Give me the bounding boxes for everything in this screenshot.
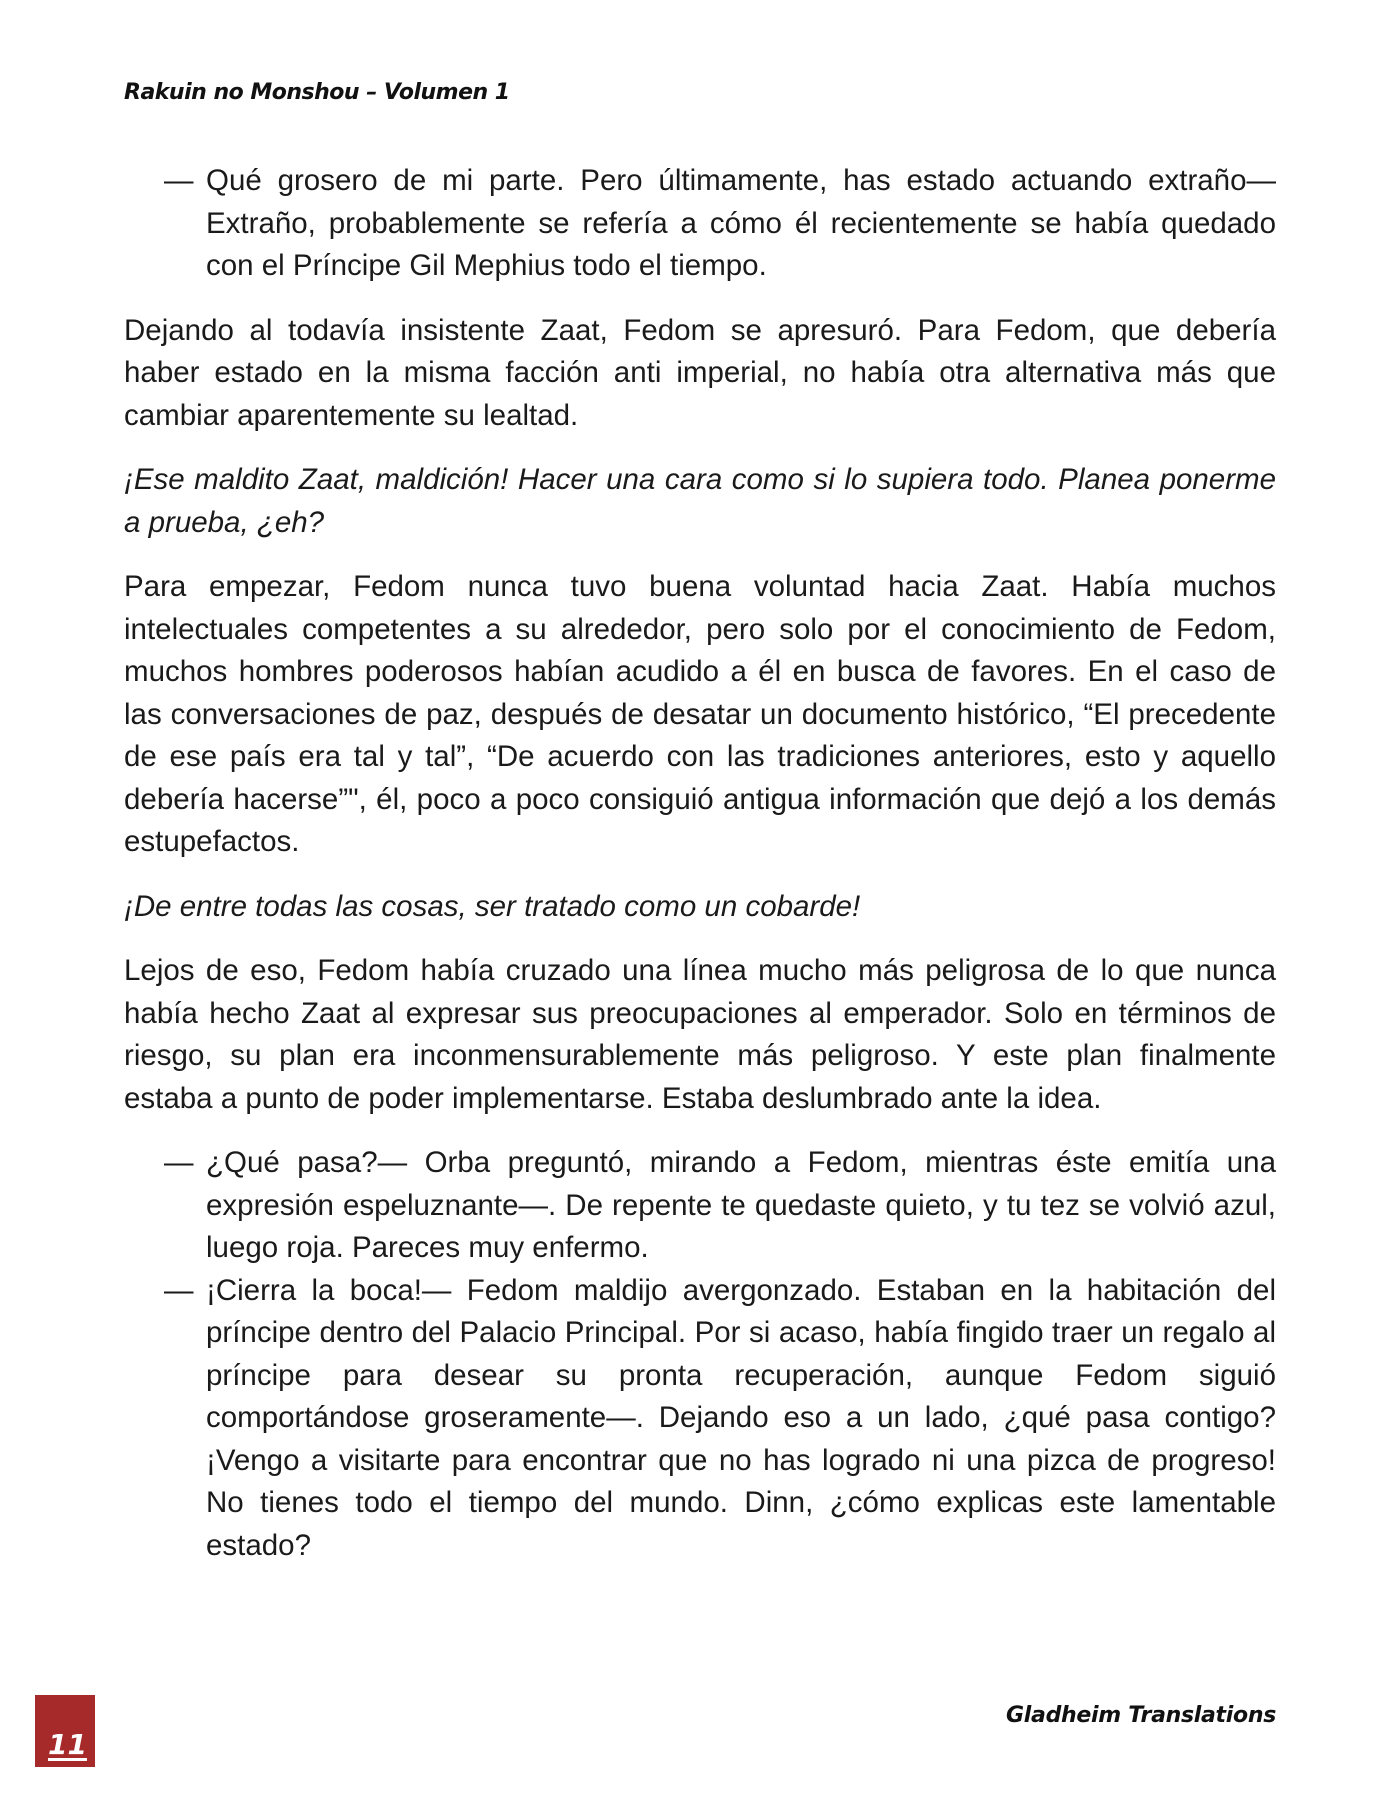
paragraph-italic-thought: ¡De entre todas las cosas, ser tratado como un cobarde! (124, 889, 861, 923)
dialogue-block-2 (124, 1142, 1276, 1567)
dialogue-line (124, 160, 1276, 288)
paragraph: Para empezar, Fedom nunca tuvo buena voluntad hacia Zaat. Había muchos intelectuales competentes a su alrededor, pero solo por el conocimiento de Fedom, muchos hombres poderosos habían acudido a él en busca de favores. En el caso de las conversaciones de paz, después de desatar un documento histórico, “El precedente de ese país era tal y tal”, “De acuerdo con las tradiciones anteriores, esto y aquello debería hacerse”", él, poco a poco consiguió antigua información que dejó a los demás estupefactos. (124, 570, 1276, 858)
paragraph: Dejando al todavía insistente Zaat, Fedom se apresuró. Para Fedom, que debería haber estado en la misma facción anti imperial, no había otra alternativa más que cambiar aparentemente su lealtad. (124, 313, 1276, 432)
paragraph: Lejos de eso, Fedom había cruzado una línea mucho más peligrosa de lo que nunca había hecho Zaat al expresar sus preocupaciones al emperador. Solo en términos de riesgo, su plan era inconmensurablemente más peligroso. Y este plan finalmente estaba a punto de poder implementarse. Estaba deslumbrado ante la idea. (124, 954, 1276, 1115)
page-header-title: Rakuin no Monshou – Volumen 1 (124, 80, 510, 105)
dialogue-dash: — (164, 164, 194, 197)
dialogue-text: ¿Qué pasa?— Orba preguntó, mirando a Fedom, mientras éste emitía una expresión espeluznante—. De repente te quedaste quieto, y tu tez se volvió azul, luego roja. Pareces muy enfermo. (206, 1146, 1276, 1264)
dialogue-block-1 (124, 160, 1276, 288)
dialogue-dash: — (164, 1273, 194, 1307)
footer-credit: Gladheim Translations (1006, 1703, 1276, 1728)
dialogue-line (124, 1270, 1276, 1568)
page-body (124, 160, 1276, 1589)
dialogue-text: Qué grosero de mi parte. Pero últimamente, has estado actuando extraño— Extraño, probablemente se refería a cómo él recientemente se había quedado con el Príncipe Gil Mephius todo el tiempo. (206, 164, 1276, 282)
dialogue-text: ¡Cierra la boca!— Fedom maldijo avergonzado. Estaban en la habitación del príncipe dentro del Palacio Principal. Por si acaso, había fingido traer un regalo al príncipe para desear su pronta recuperación, aunque Fedom siguió comportándose groseramente—. Dejando eso a un lado, ¿qué pasa contigo? ¡Vengo a visitarte para encontrar que no has logrado ni una pizca de progreso! No tienes todo el tiempo del mundo. Dinn, ¿cómo explicas este lamentable estado? (206, 1273, 1276, 1562)
dialogue-dash: — (164, 1146, 194, 1179)
page-number: 11 (48, 1728, 87, 1761)
paragraph-italic-thought: ¡Ese maldito Zaat, maldición! Hacer una cara como si lo supiera todo. Planea ponerme a prueba, ¿eh? (124, 463, 1276, 539)
dialogue-line (124, 1142, 1276, 1270)
